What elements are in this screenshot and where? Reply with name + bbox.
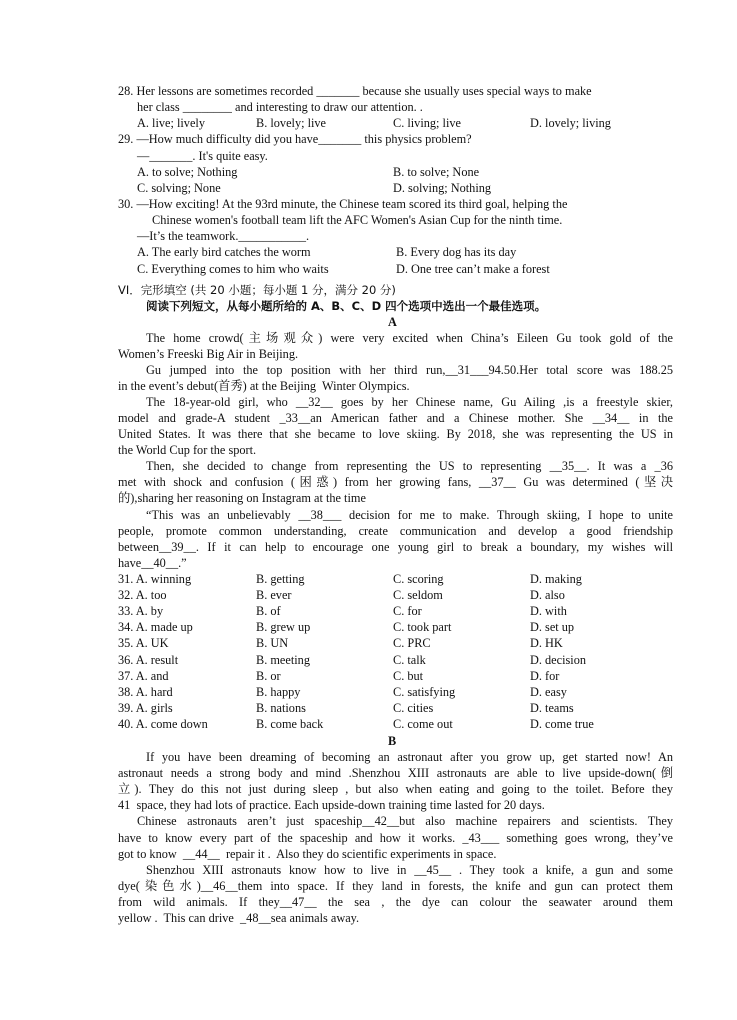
passage-b-line: have to know every part of the spaceship and how it works. _43___ something goes wrong, they’ve (118, 831, 673, 845)
option-32-c: C. seldom (393, 588, 443, 602)
option-34-a: 34. A. made up (118, 620, 193, 634)
option-31-b: B. getting (256, 572, 305, 586)
option-33-c: C. for (393, 604, 422, 618)
passage-b-line: Shenzhou XIII astronauts know how to live in __45__ . They took a knife, a gun and some (146, 863, 673, 877)
q28-line1: 28. Her lessons are sometimes recorded _______ because she usually uses special ways to make (118, 84, 592, 98)
passage-a-line: The 18-year-old girl, who __32__ goes by her Chinese name, Gu Ailing ,is a freestyle skier, (146, 395, 673, 409)
passage-a-line: have__40__.” (118, 556, 187, 570)
q30-line2: Chinese women's football team lift the AFC Women's Asian Cup for the ninth time. (152, 213, 563, 227)
q28-line2: her class ________ and interesting to draw our attention. . (137, 100, 423, 114)
q30-option-b: B. Every dog has its day (396, 245, 517, 259)
option-32-b: B. ever (256, 588, 292, 602)
option-31-c: C. scoring (393, 572, 444, 586)
passage-a-line: 的),sharing her reasoning on Instagram at the time (118, 491, 366, 505)
option-40-c: C. come out (393, 717, 453, 731)
passage-a-label: A (388, 315, 397, 329)
option-33-d: D. with (530, 604, 567, 618)
option-34-d: D. set up (530, 620, 575, 634)
passage-a-line: Then, she decided to change from representing the US to representing __35__. It was a _36 (146, 459, 673, 473)
option-40-a: 40. A. come down (118, 717, 208, 731)
option-35-d: D. HK (530, 636, 563, 650)
option-39-b: B. nations (256, 701, 306, 715)
q30-line1: 30. —How exciting! At the 93rd minute, the Chinese team scored its third goal, helping the (118, 197, 568, 211)
passage-a-line: The home crowd(主场观众) were very excited when China’s Eileen Gu took gold of the (146, 331, 673, 345)
option-35-a: 35. A. UK (118, 636, 169, 650)
passage-b-line: yellow . This can drive _48__sea animals away. (118, 911, 360, 925)
option-37-d: D. for (530, 669, 560, 683)
passage-b-line: 立). They do this not just during sleep , but also when eating and going to the toilet. Before they (118, 782, 673, 796)
q30-line3: —It’s the teamwork.___________. (137, 229, 310, 243)
section-heading: VI．完形填空 (共 20 小题；每小题 1 分，满分 20 分) (118, 283, 396, 297)
option-37-a: 37. A. and (118, 669, 169, 683)
passage-b-line: 41 space, they had lots of practice. Each upside-down training time lasted for 20 days. (118, 798, 545, 812)
passage-a-line: the World Cup for the sport. (118, 443, 257, 457)
option-31-d: D. making (530, 572, 582, 586)
q29-line2: —_______. It's quite easy. (137, 149, 268, 163)
q29-line1: 29. —How much difficulty did you have_______ this physics problem? (118, 132, 472, 146)
passage-a-line: Women’s Freeski Big Air in Beijing. (118, 347, 299, 361)
option-39-a: 39. A. girls (118, 701, 173, 715)
q29-option-a: A. to solve; Nothing (137, 165, 238, 179)
passage-b-line: from wild animals. If they__47__ the sea , the dye can colour the seawater around them (118, 895, 673, 909)
option-38-a: 38. A. hard (118, 685, 173, 699)
option-38-b: B. happy (256, 685, 301, 699)
q29-option-c: C. solving; None (137, 181, 221, 195)
option-36-a: 36. A. result (118, 653, 179, 667)
passage-a-line: people, promote common understanding, create communication and develop a good friendship (118, 524, 673, 538)
passage-a-line: “This was an unbelievably __38___ decision for me to make. Through skiing, I hope to unite (146, 508, 673, 522)
q30-option-d: D. One tree can’t make a forest (396, 262, 550, 276)
passage-a-line: Gu jumped into the top position with her third run,__31___94.50.Her total score was 188.25 (146, 363, 673, 377)
passage-a-line: United States. It was there that she became to love skiing. By 2018, she was representing the US in (118, 427, 673, 441)
passage-a-line: between__39__. If it can help to encourage one young girl to break a boundary, my wishes will (118, 540, 673, 554)
option-35-b: B. UN (256, 636, 289, 650)
option-34-c: C. took part (393, 620, 452, 634)
q28-option-d: D. lovely; living (530, 116, 611, 130)
option-37-c: C. but (393, 669, 424, 683)
passage-a-line: met with shock and confusion (困惑) from her growing fans, __37__ Gu was determined (坚决 (118, 475, 673, 489)
option-39-d: D. teams (530, 701, 574, 715)
passage-a-line: in the event’s debut(首秀) at the Beijing Winter Olympics. (118, 379, 410, 393)
passage-b-label: B (388, 734, 397, 748)
q28-option-a: A. live; lively (137, 116, 205, 130)
option-40-b: B. come back (256, 717, 324, 731)
option-37-b: B. or (256, 669, 281, 683)
option-32-a: 32. A. too (118, 588, 167, 602)
passage-b-line: astronaut needs a strong body and mind .Shenzhou XIII astronauts are able to live upside-down(倒 (118, 766, 673, 780)
option-40-d: D. come true (530, 717, 594, 731)
passage-a-line: model and grade-A student _33__an American father and a Chinese mother. She __34__ in the (118, 411, 673, 425)
option-38-d: D. easy (530, 685, 567, 699)
passage-b-line: dye(染色水)__46__them into space. If they land in forests, the knife and gun can protect them (118, 879, 673, 893)
passage-b-line: got to know __44__ repair it . Also they do scientific experiments in space. (118, 847, 497, 861)
passage-b-line: Chinese astronauts aren’t just spaceship__42__but also machine repairers and scientists. They (137, 814, 673, 828)
option-33-b: B. of (256, 604, 281, 618)
q29-option-d: D. solving; Nothing (393, 181, 492, 195)
option-38-c: C. satisfying (393, 685, 456, 699)
option-35-c: C. PRC (393, 636, 431, 650)
option-33-a: 33. A. by (118, 604, 164, 618)
q30-option-a: A. The early bird catches the worm (137, 245, 311, 259)
option-39-c: C. cities (393, 701, 434, 715)
q29-option-b: B. to solve; None (393, 165, 480, 179)
q28-option-c: C. living; live (393, 116, 461, 130)
q30-option-c: C. Everything comes to him who waits (137, 262, 329, 276)
option-32-d: D. also (530, 588, 565, 602)
option-36-b: B. meeting (256, 653, 310, 667)
option-34-b: B. grew up (256, 620, 311, 634)
passage-b-line: If you have been dreaming of becoming an astronaut after you grow up, get started now! An (146, 750, 673, 764)
q28-option-b: B. lovely; live (256, 116, 327, 130)
option-36-d: D. decision (530, 653, 587, 667)
option-36-c: C. talk (393, 653, 426, 667)
section-instruction: 阅读下列短文，从每小题所给的 A、B、C、D 四个选项中选出一个最佳选项。 (146, 299, 547, 313)
option-31-a: 31. A. winning (118, 572, 192, 586)
